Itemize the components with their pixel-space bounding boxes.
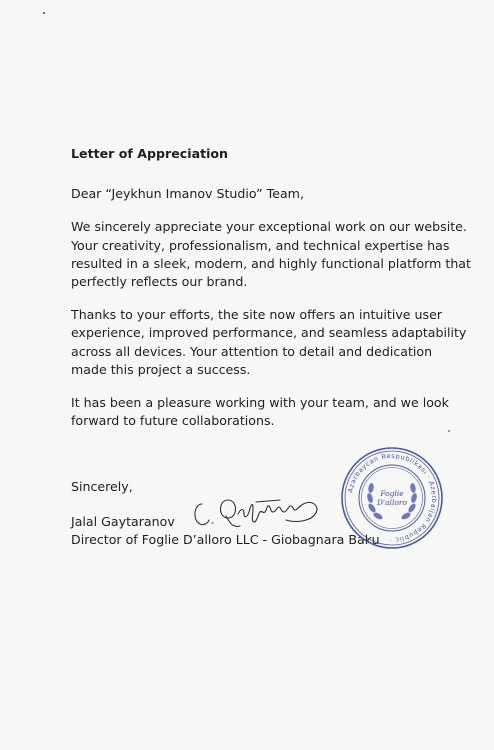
paragraph: We sincerely appreciate your exceptional work on our website. Your creativity, professionalism, and technical expertise has resulted in a sleek, modern, and highly functional platform that perfectly reflects our brand. <box>71 219 471 290</box>
paragraph: It has been a pleasure working with your team, and we look forward to future collaborations. <box>71 395 449 429</box>
letter-body <box>71 145 471 445</box>
svg-text:Azərbaycan Respublikası · Azer: Azərbaycan Respublikası · Azerbaijan Republic · <box>346 451 439 545</box>
signature-image <box>188 486 328 536</box>
signer-name: Jalal Gaytaranov <box>71 514 175 529</box>
paper-speck <box>43 12 45 14</box>
closing: Sincerely, <box>71 479 133 494</box>
salutation: Dear “Jeykhun Imanov Studio” Team, <box>71 186 304 202</box>
company-seal-image <box>340 446 444 550</box>
paragraph: Thanks to your efforts, the site now offers an intuitive user experience, improved performance, and seamless adaptability across all devices. Your attention to detail and dedication made this project a success. <box>71 307 467 377</box>
signer-role: Director of Foglie D’alloro LLC - Giobagnara Baku <box>71 532 380 547</box>
letter-title: Letter of Appreciation <box>71 146 229 161</box>
svg-text:D'alloro: D'alloro <box>377 498 407 507</box>
svg-text:Foglie: Foglie <box>380 489 404 498</box>
